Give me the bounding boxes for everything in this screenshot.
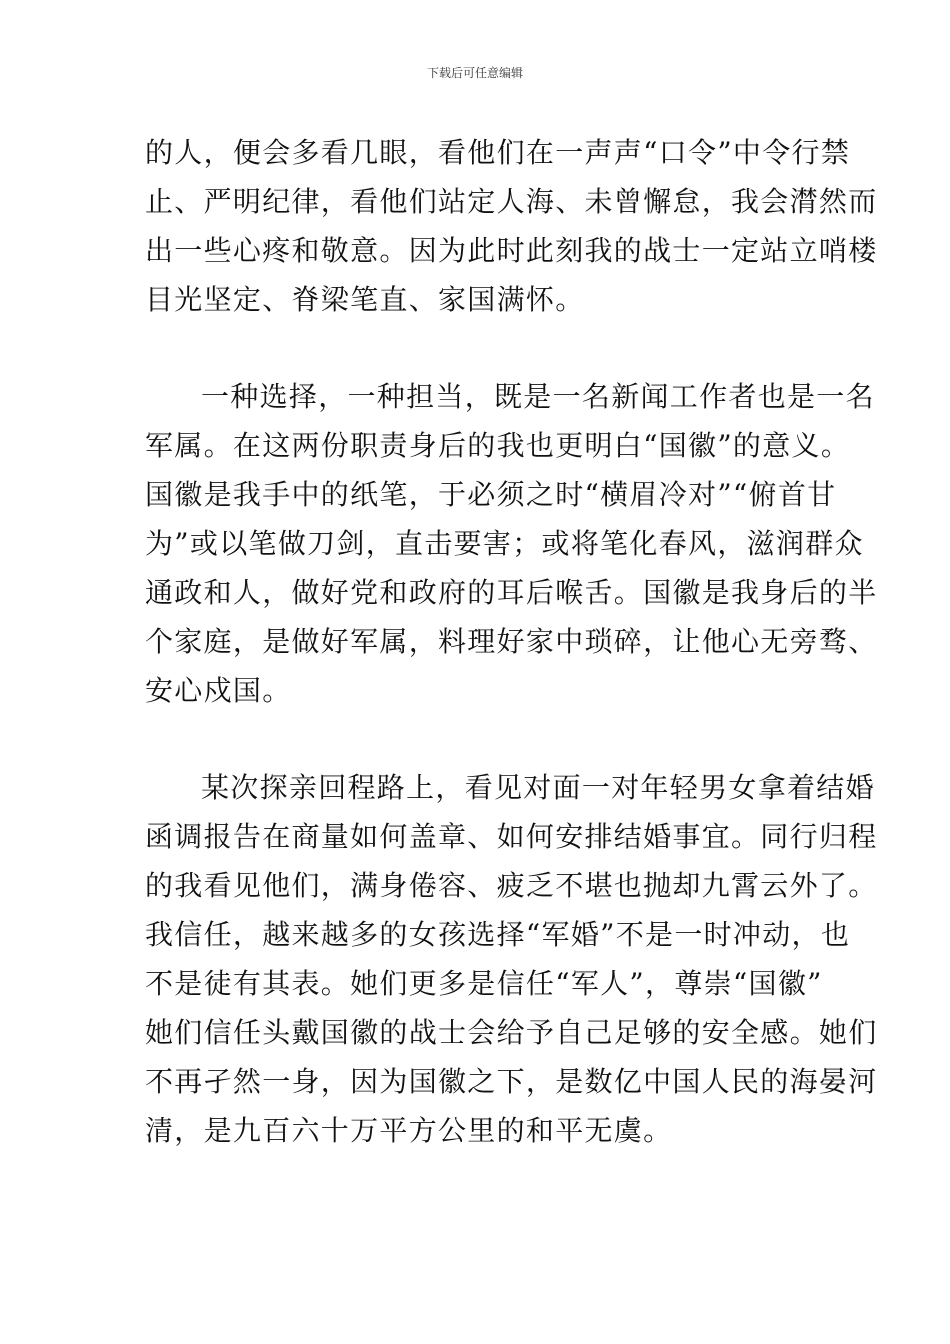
text-line: 国徽是我手中的纸笔，于必须之时“横眉冷对”“俯首甘 bbox=[145, 478, 837, 511]
text-line: 出一些心疼和敬意。因为此时此刻我的战士一定站立哨楼 bbox=[145, 234, 878, 267]
text-line: 她们信任头戴国徽的战士会给予自己足够的安全感。她们 bbox=[145, 1016, 878, 1049]
text-line: 通政和人，做好党和政府的耳后喉舌。国徽是我身后的半 bbox=[145, 576, 878, 609]
paragraph-2 bbox=[145, 372, 878, 715]
text-line: 清，是九百六十万平方公里的和平无虞。 bbox=[145, 1114, 673, 1147]
text-line: 止、严明纪律，看他们站定人海、未曾懈怠，我会潸然而 bbox=[145, 185, 878, 218]
text-line: 一种选择，一种担当，既是一名新闻工作者也是一名 bbox=[201, 380, 875, 413]
text-line: 个家庭，是做好军属，料理好家中琐碎，让他心无旁骛、 bbox=[145, 625, 878, 658]
text-line: 目光坚定、脊梁笔直、家国满怀。 bbox=[145, 283, 585, 316]
text-line: 函调报告在商量如何盖章、如何安排结婚事宜。同行归程 bbox=[145, 820, 878, 853]
text-line: 某次探亲回程路上，看见对面一对年轻男女拿着结婚 bbox=[201, 771, 875, 804]
paragraph-1 bbox=[145, 128, 878, 324]
text-line: 军属。在这两份职责身后的我也更明白“国徽”的意义。 bbox=[145, 429, 851, 462]
text-line: 为”或以笔做刀剑，直击要害；或将笔化春风，滋润群众 bbox=[145, 527, 864, 560]
paragraph-3 bbox=[145, 763, 878, 1155]
document-body bbox=[145, 128, 878, 1155]
page-header-note: 下载后可任意编辑 bbox=[426, 66, 523, 80]
text-line: 安心戍国。 bbox=[145, 674, 292, 707]
text-line: 的我看见他们，满身倦容、疲乏不堪也抛却九霄云外了。 bbox=[145, 869, 878, 902]
text-line: 我信任，越来越多的女孩选择“军婚”不是一时冲动，也 bbox=[145, 918, 851, 951]
text-line: 不是徒有其表。她们更多是信任“军人”，尊崇“国徽” bbox=[145, 967, 823, 1000]
text-line: 不再孑然一身，因为国徽之下，是数亿中国人民的海晏河 bbox=[145, 1065, 878, 1098]
text-line: 的人，便会多看几眼，看他们在一声声“口令”中令行禁 bbox=[145, 136, 851, 169]
